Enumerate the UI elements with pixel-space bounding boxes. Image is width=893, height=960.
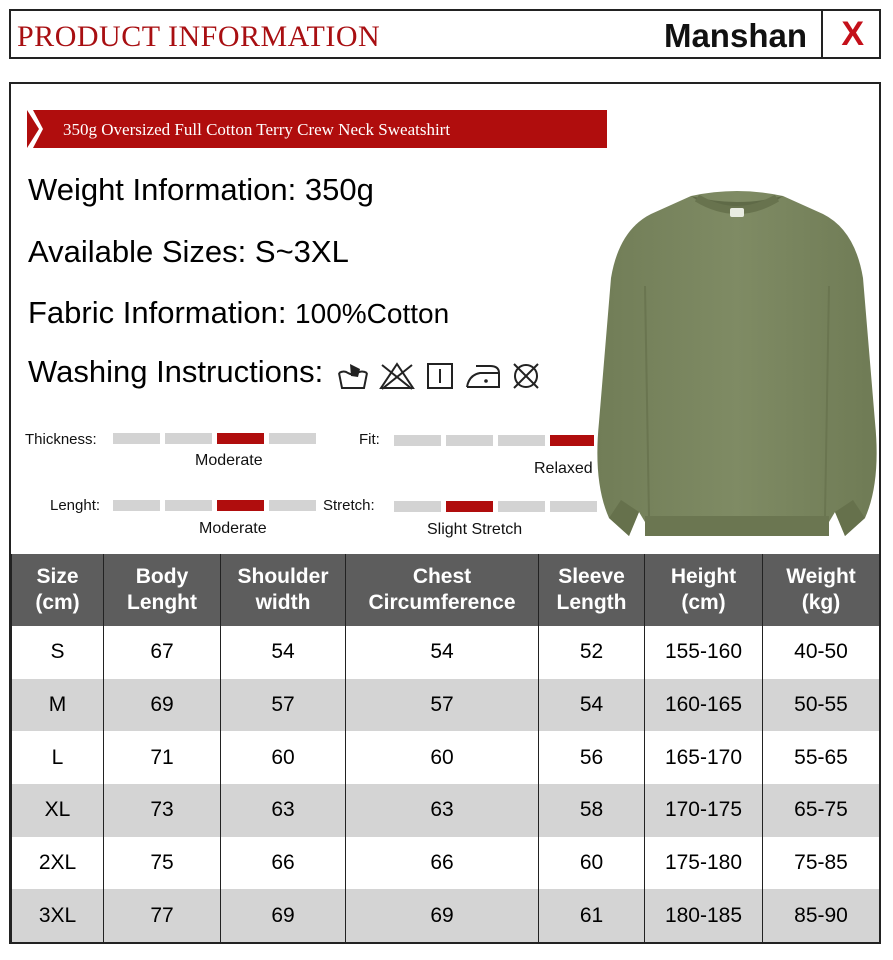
- table-cell: 69: [221, 889, 346, 942]
- stretch-segment-2: [446, 501, 493, 512]
- table-cell: 180-185: [645, 889, 763, 942]
- table-header-row: [12, 554, 880, 626]
- table-cell: 61: [539, 889, 645, 942]
- table-row: [12, 837, 880, 890]
- header-size: Size (cm): [12, 554, 104, 626]
- fabric-value: 100%Cotton: [295, 298, 450, 329]
- header-divider: [821, 9, 823, 59]
- thickness-segment-4: [269, 433, 316, 444]
- length-caption: Moderate: [199, 520, 267, 537]
- table-cell: 57: [221, 679, 346, 732]
- table-cell: 66: [221, 837, 346, 890]
- header-title: PRODUCT INFORMATION: [17, 20, 381, 53]
- table-cell: 60: [346, 731, 539, 784]
- product-name-banner: [27, 110, 607, 148]
- header-chest: Chest Circumference: [346, 554, 539, 626]
- table-cell: 85-90: [763, 889, 880, 942]
- thickness-caption: Moderate: [195, 452, 263, 469]
- fit-segment-3: [498, 435, 545, 446]
- table-row: [12, 626, 880, 679]
- table-cell: 63: [346, 784, 539, 837]
- product-name: 350g Oversized Full Cotton Terry Crew Neck Sweatshirt: [63, 120, 451, 139]
- header-height: Height (cm): [645, 554, 763, 626]
- table-cell: 50-55: [763, 679, 880, 732]
- sizes-info: [28, 234, 349, 270]
- size-chart-table: [11, 554, 880, 942]
- table-cell: 160-165: [645, 679, 763, 732]
- fit-segment-4: [550, 435, 594, 446]
- tumble-dry-icon: [425, 361, 455, 391]
- length-segment-1: [113, 500, 160, 511]
- table-cell: 170-175: [645, 784, 763, 837]
- length-segment-2: [165, 500, 212, 511]
- thickness-meter: [113, 433, 323, 444]
- stretch-label: Stretch:: [323, 497, 375, 514]
- stretch-segment-4: [550, 501, 597, 512]
- sizes-label: Available Sizes:: [28, 234, 255, 269]
- table-row: [12, 784, 880, 837]
- table-cell: 63: [221, 784, 346, 837]
- thickness-segment-3: [217, 433, 264, 444]
- thickness-segment-2: [165, 433, 212, 444]
- table-cell: 165-170: [645, 731, 763, 784]
- table-cell: 54: [539, 679, 645, 732]
- table-cell: 57: [346, 679, 539, 732]
- stretch-caption: Slight Stretch: [427, 521, 523, 538]
- table-row: [12, 889, 880, 942]
- length-label: Lenght:: [50, 497, 101, 514]
- table-cell: 75-85: [763, 837, 880, 890]
- weight-value: 350g: [304, 172, 374, 207]
- table-cell: 2XL: [12, 837, 104, 890]
- no-dry-clean-icon: [510, 361, 542, 391]
- fit-caption: Relaxed: [534, 460, 593, 477]
- ribbon-notch-icon: [27, 110, 53, 148]
- weight-info: [28, 172, 374, 208]
- table-cell: 71: [104, 731, 221, 784]
- fabric-label: Fabric Information:: [28, 295, 296, 330]
- thickness-label: Thickness:: [25, 431, 97, 448]
- thickness-segment-1: [113, 433, 160, 444]
- sizes-value: S~3XL: [254, 234, 349, 269]
- header-shoulder-width: Shoulder width: [221, 554, 346, 626]
- table-cell: 175-180: [645, 837, 763, 890]
- washing-icons: [336, 356, 543, 392]
- table-cell: 155-160: [645, 626, 763, 679]
- product-info-header: [9, 9, 881, 59]
- table-cell: 40-50: [763, 626, 880, 679]
- header-weight: Weight (kg): [763, 554, 880, 626]
- stretch-segment-1: [394, 501, 441, 512]
- stretch-meter: [394, 501, 604, 512]
- brand-name: Manshan: [663, 17, 807, 54]
- fit-segment-2: [446, 435, 493, 446]
- table-cell: 60: [539, 837, 645, 890]
- fit-segment-1: [394, 435, 441, 446]
- hand-wash-icon: [336, 361, 370, 391]
- table-cell: 54: [346, 626, 539, 679]
- close-button[interactable]: X: [841, 15, 864, 53]
- table-cell: 73: [104, 784, 221, 837]
- table-cell: 77: [104, 889, 221, 942]
- table-cell: 60: [221, 731, 346, 784]
- sweatshirt-image: [593, 186, 881, 546]
- table-cell: 67: [104, 626, 221, 679]
- table-cell: 75: [104, 837, 221, 890]
- washing-info: [28, 354, 542, 392]
- header-sleeve-length: Sleeve Length: [539, 554, 645, 626]
- table-row: [12, 679, 880, 732]
- weight-label: Weight Information:: [28, 172, 305, 207]
- table-cell: 65-75: [763, 784, 880, 837]
- table-cell: XL: [12, 784, 104, 837]
- fit-meter: [394, 435, 604, 446]
- table-cell: 55-65: [763, 731, 880, 784]
- fit-label: Fit:: [359, 431, 380, 448]
- table-cell: 66: [346, 837, 539, 890]
- length-meter: [113, 500, 323, 511]
- table-cell: L: [12, 731, 104, 784]
- table-cell: 69: [346, 889, 539, 942]
- table-cell: 52: [539, 626, 645, 679]
- length-segment-3: [217, 500, 264, 511]
- washing-label: Washing Instructions:: [28, 354, 324, 389]
- product-panel: [9, 82, 881, 944]
- table-cell: 56: [539, 731, 645, 784]
- table-cell: 69: [104, 679, 221, 732]
- table-cell: 3XL: [12, 889, 104, 942]
- length-segment-4: [269, 500, 316, 511]
- header-body-length: Body Lenght: [104, 554, 221, 626]
- table-cell: S: [12, 626, 104, 679]
- stretch-segment-3: [498, 501, 545, 512]
- no-bleach-icon: [378, 361, 416, 391]
- table-cell: 58: [539, 784, 645, 837]
- table-cell: M: [12, 679, 104, 732]
- table-row: [12, 731, 880, 784]
- fabric-info: [28, 295, 449, 331]
- iron-low-icon: [464, 361, 502, 391]
- table-cell: 54: [221, 626, 346, 679]
